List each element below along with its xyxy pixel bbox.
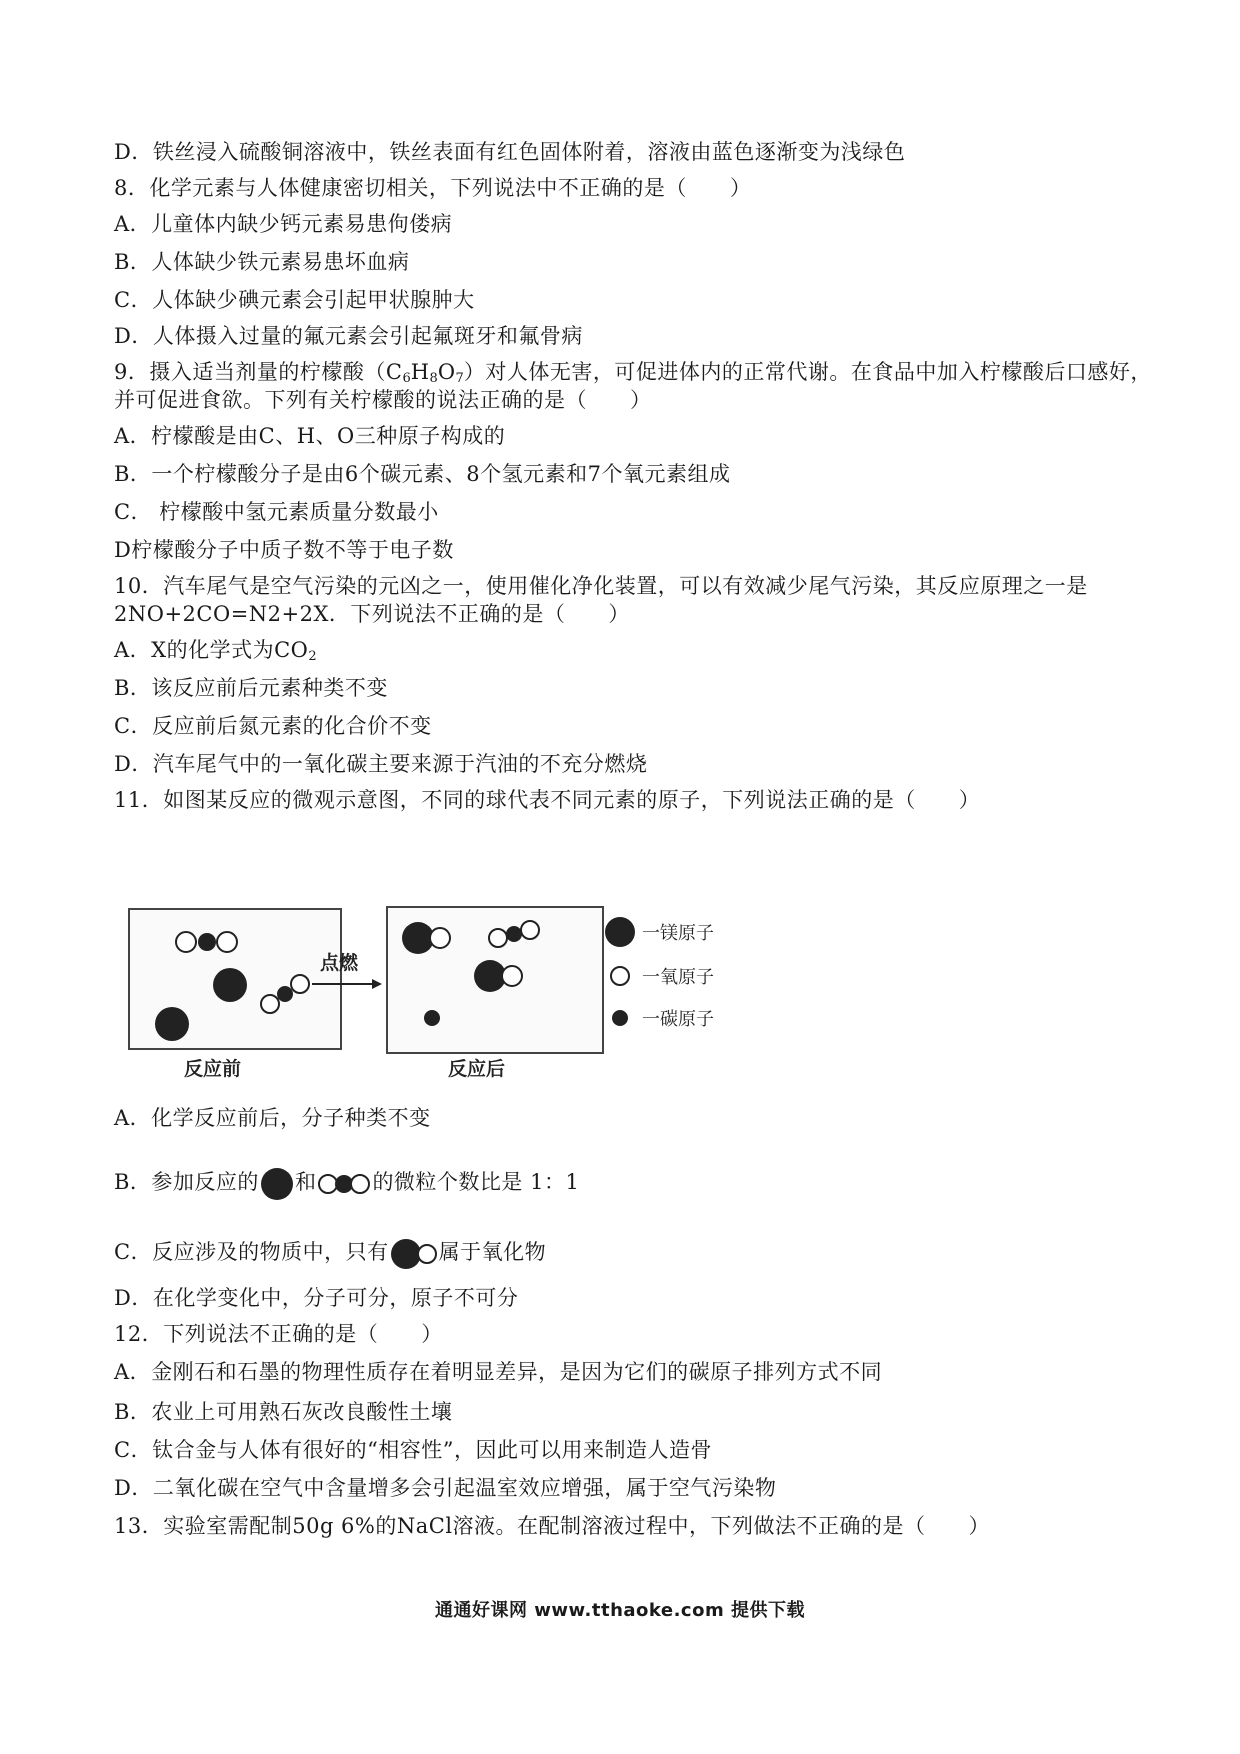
magnesium-atom-icon (213, 968, 247, 1002)
magnesium-atom-icon (155, 1007, 189, 1041)
q10-option-a: A．X的化学式为$CO_2$ (114, 638, 317, 664)
co2-molecule-icon (176, 932, 237, 952)
q12-stem: 12．下列说法不正确的是（ ） (114, 1322, 443, 1346)
reaction-arrow-icon (310, 976, 385, 992)
magnesium-atom-icon (605, 917, 635, 947)
legend-icons (604, 914, 644, 1038)
reaction-diagram (120, 904, 820, 1094)
legend-carbon: 一碳原子 (642, 1009, 714, 1030)
q9-option-c: C． 柠檬酸中氢元素质量分数最小 (114, 500, 439, 524)
carbon-atom-icon (612, 1010, 628, 1026)
q9-option-d: D柠檬酸分子中质子数不等于电子数 (114, 538, 454, 562)
page-footer: 通通好课网 www.tthaoke.com 提供下载 (435, 1600, 805, 1621)
q8-option-c: C．人体缺少碘元素会引起甲状腺肿大 (114, 288, 475, 312)
q11-option-b: B．参加反应的 和 的微粒个数比是 1：1 (114, 1164, 579, 1202)
after-molecules (388, 908, 602, 1052)
q10-stem-line2: 2NO+2CO=N2+2X．下列说法不正确的是（ ） (114, 602, 630, 626)
legend-magnesium: 一镁原子 (642, 923, 714, 944)
q10-option-d: D．汽车尾气中的一氧化碳主要来源于汽油的不充分燃烧 (114, 752, 648, 776)
q7-option-d: D．铁丝浸入硫酸铜溶液中，铁丝表面有红色固体附着，溶液由蓝色逐渐变为浅绿色 (114, 140, 906, 164)
q12-option-a: A．金刚石和石墨的物理性质存在着明显差异，是因为它们的碳原子排列方式不同 (114, 1360, 883, 1384)
q9-stem-line1: 9．摄入适当剂量的柠檬酸$(C_6H_8O_7)$对人体无害，可促进体内的正常代谢。在食品中加入柠檬酸后口感好， (114, 360, 1152, 386)
q9-option-a: A．柠檬酸是由C、H、O三种原子构成的 (114, 424, 506, 448)
after-reaction-box (386, 906, 604, 1054)
q9-option-b: B．一个柠檬酸分子是由6个碳元素、8个氢元素和7个氧元素组成 (114, 462, 731, 486)
co2-molecule-icon (316, 1170, 372, 1198)
q11-option-a: A．化学反应前后，分子种类不变 (114, 1106, 431, 1130)
q10-stem-line1: 10．汽车尾气是空气污染的元凶之一，使用催化净化装置，可以有效减少尾气污染，其反应原理之一是 (114, 574, 1088, 598)
q9-stem-line2: 并可促进食欲。下列有关柠檬酸的说法正确的是（ ） (114, 388, 652, 412)
q13-stem: 13．实验室需配制50g 6%的NaCl溶液。在配制溶液过程中，下列做法不正确的是（ ） (114, 1514, 991, 1538)
co2-molecule-icon (489, 921, 539, 947)
q12-option-d: D．二氧化碳在空气中含量增多会引起温室效应增强，属于空气污染物 (114, 1476, 777, 1500)
mgo-molecule-icon (402, 922, 450, 954)
q8-option-b: B．人体缺少铁元素易患坏血病 (114, 250, 410, 274)
carbon-atom-icon (424, 1010, 440, 1026)
q8-option-a: A．儿童体内缺少钙元素易患佝偻病 (114, 212, 453, 236)
q12-option-c: C．钛合金与人体有很好的“相容性”，因此可以用来制造人造骨 (114, 1438, 713, 1462)
q8-option-d: D．人体摄入过量的氟元素会引起氟斑牙和氟骨病 (114, 324, 583, 348)
arrow-label-ignite: 点燃 (320, 952, 359, 974)
after-label: 反应后 (448, 1058, 506, 1080)
magnesium-atom-icon (259, 1166, 295, 1202)
q11-stem: 11．如图某反应的微观示意图，不同的球代表不同元素的原子，下列说法正确的是（ ） (114, 788, 981, 812)
q10-option-c: C．反应前后氮元素的化合价不变 (114, 714, 432, 738)
before-label: 反应前 (184, 1058, 242, 1080)
oxygen-atom-icon (611, 967, 629, 985)
mgo-molecule-icon (474, 960, 522, 992)
before-molecules (130, 910, 340, 1048)
q8-stem: 8．化学元素与人体健康密切相关，下列说法中不正确的是（ ） (114, 176, 752, 200)
q11-option-c: C．反应涉及的物质中，只有 属于氧化物 (114, 1234, 546, 1272)
q12-option-b: B．农业上可用熟石灰改良酸性土壤 (114, 1400, 453, 1424)
q11-option-d: D．在化学变化中，分子可分，原子不可分 (114, 1286, 519, 1310)
co2-molecule-icon (261, 975, 309, 1013)
q10-option-b: B．该反应前后元素种类不变 (114, 676, 388, 700)
mgo-molecule-icon (389, 1236, 439, 1272)
legend-oxygen: 一氧原子 (642, 967, 714, 988)
